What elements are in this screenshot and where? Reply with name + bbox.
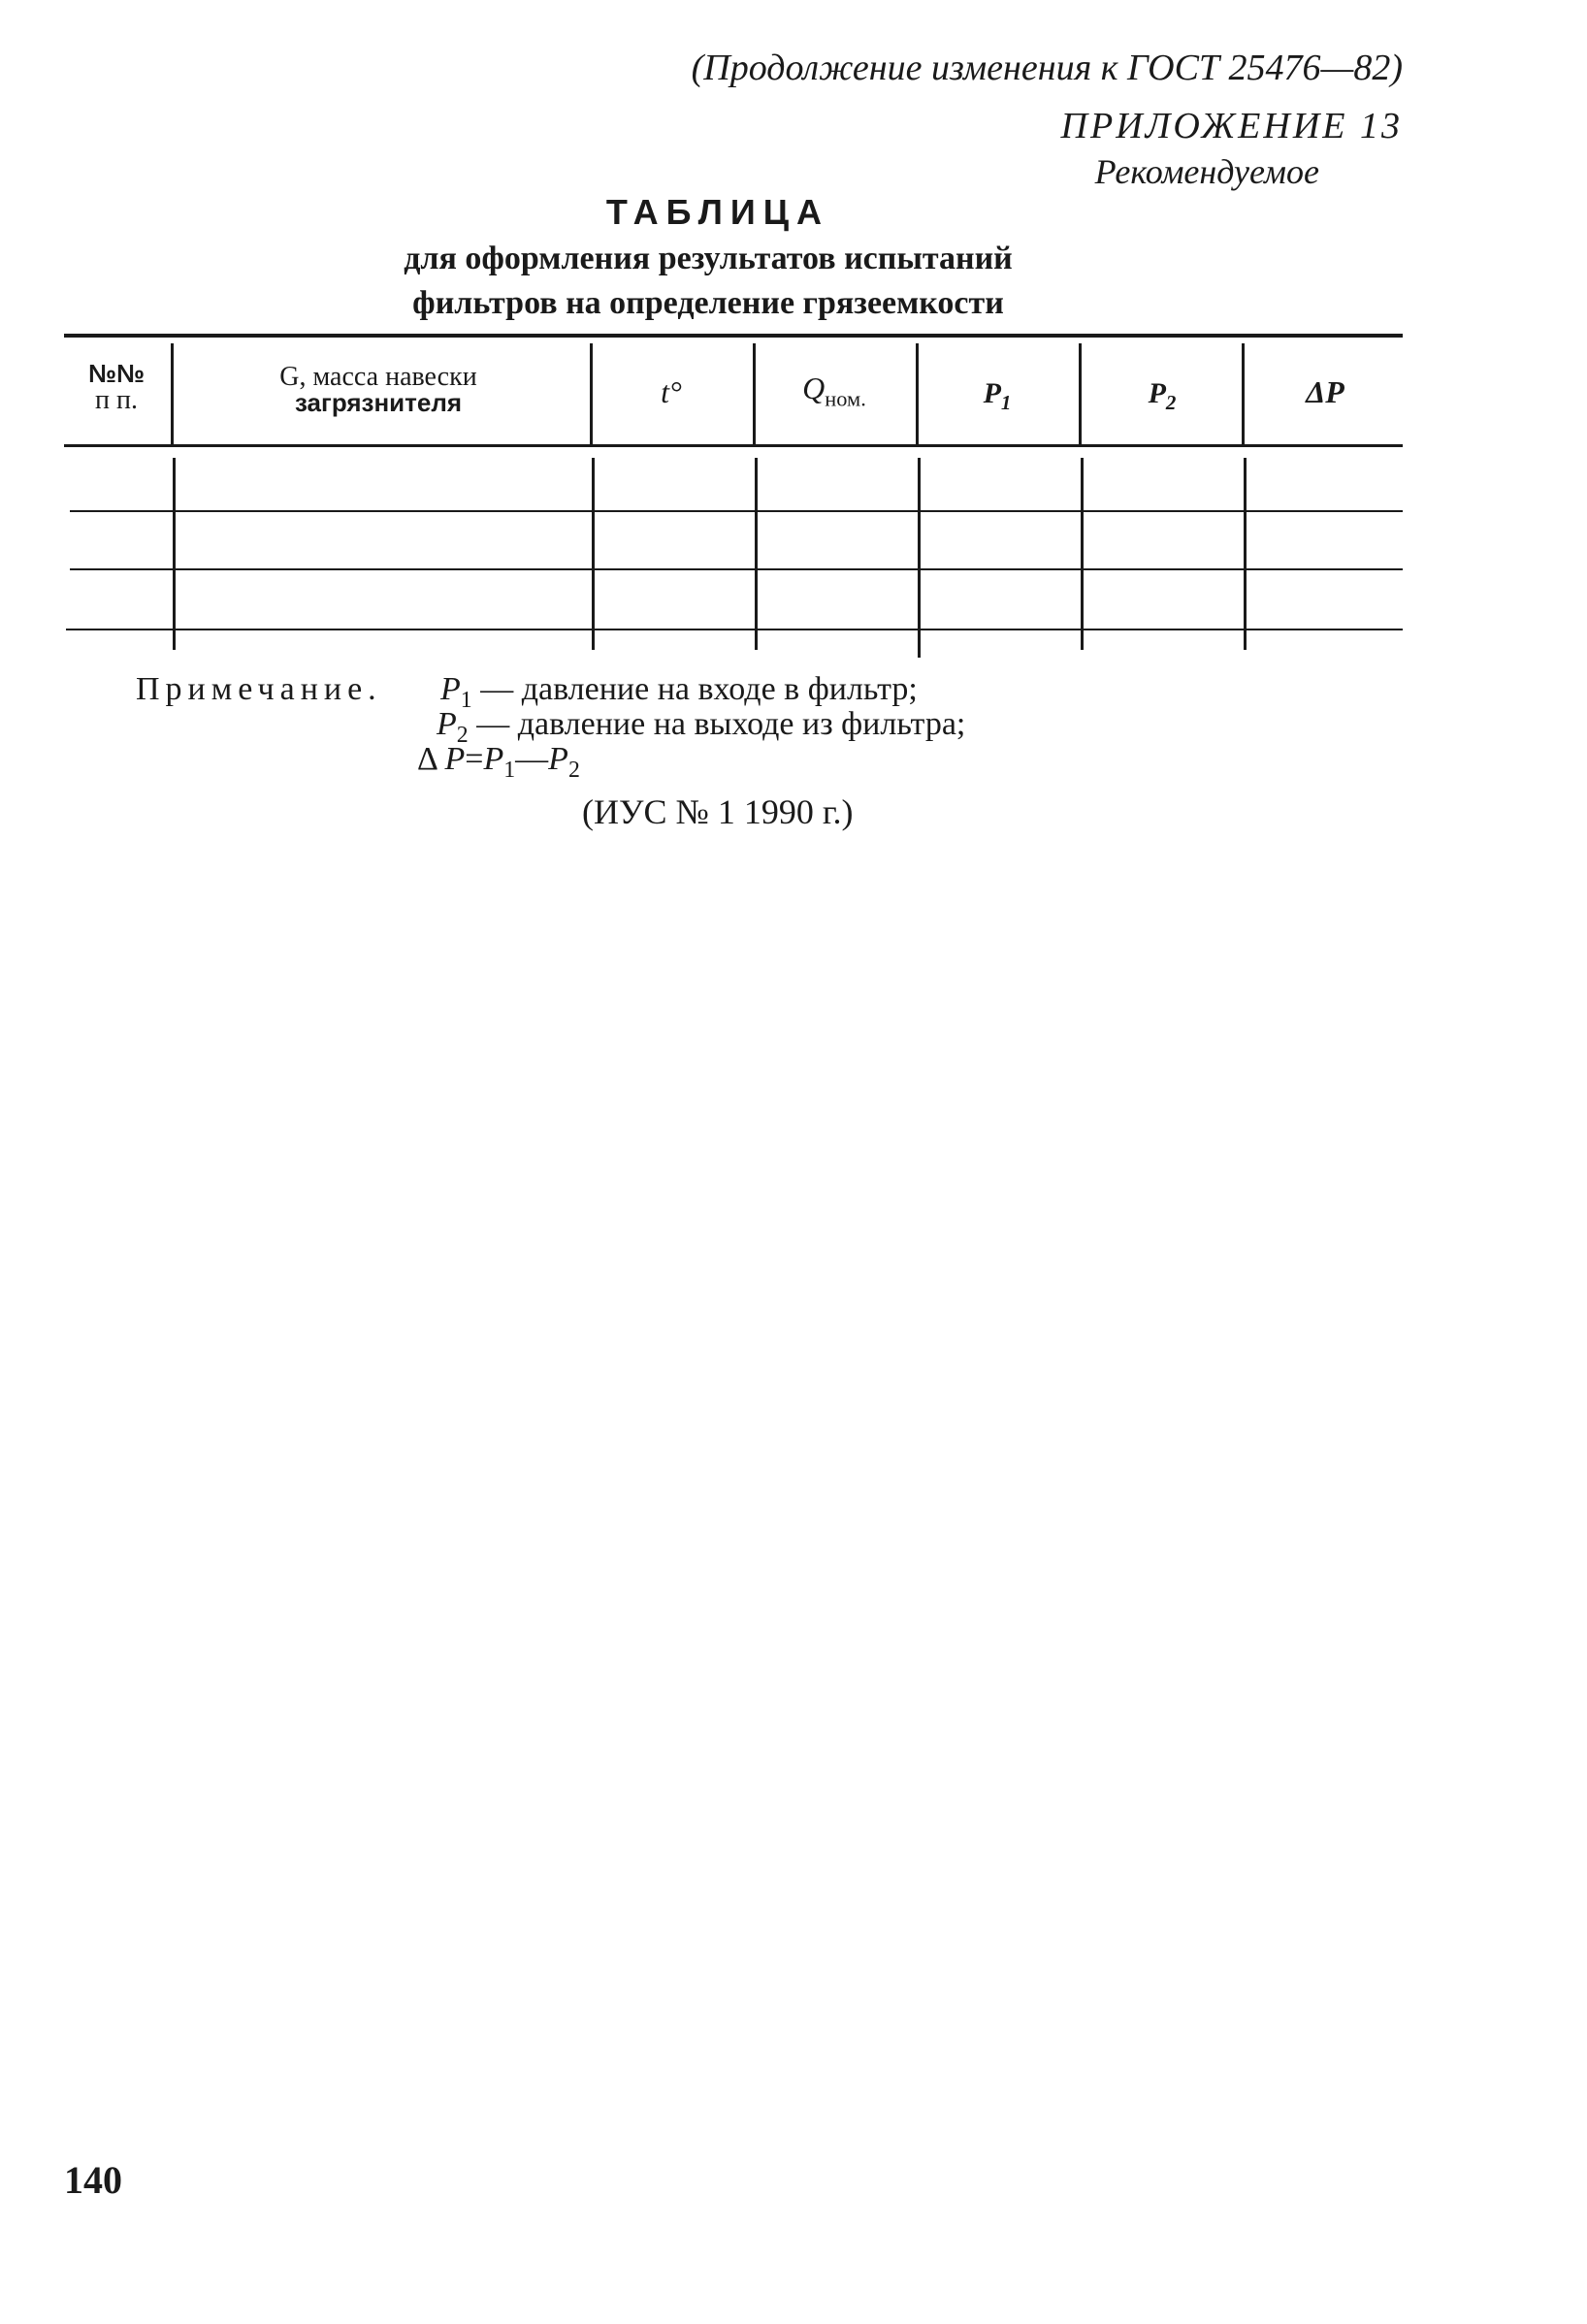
source-reference: (ИУС № 1 1990 г.) [582, 792, 854, 831]
column-header-number: №№ [88, 359, 145, 388]
continuation-note: (Продолжение изменения к ГОСТ 25476—82) [691, 48, 1403, 88]
table-subtitle-line2: фильтров на определение грязеемкости [412, 285, 1004, 321]
column-divider [171, 343, 174, 444]
column-divider [1244, 458, 1247, 650]
column-divider [755, 458, 758, 650]
column-divider [592, 458, 595, 650]
column-header-p2: $P_2$ [1148, 377, 1177, 414]
column-divider [173, 458, 176, 650]
table-header-rule [64, 444, 1403, 447]
column-header-delta-p: ΔP [1306, 374, 1344, 409]
column-divider [1081, 458, 1084, 650]
note-line-p2: $P_2$ — давление на выходе из фильтра; [437, 706, 966, 748]
page-number: 140 [64, 2158, 122, 2202]
table-title: ТАБЛИЦА [605, 192, 830, 232]
column-header-mass: G, масса навески [279, 362, 477, 392]
column-divider [590, 343, 593, 444]
column-header-flow: $Q_{ном.}$ [802, 371, 866, 411]
column-header-p1: $P_1$ [983, 377, 1012, 414]
column-divider [916, 343, 919, 444]
table-subtitle-line1: для оформления результатов испытаний [404, 241, 1013, 276]
column-header-mass-sub: загрязнителя [294, 388, 463, 417]
column-divider [1242, 343, 1245, 444]
table-row [66, 629, 1403, 630]
appendix-title: ПРИЛОЖЕНИЕ 13 [1060, 106, 1403, 146]
note-line-p1: $P_1$ — давление на входе в фильтр; [440, 671, 918, 713]
table-row [70, 568, 1403, 570]
table-top-rule [64, 334, 1403, 338]
appendix-status: Рекомендуемое [1094, 152, 1319, 191]
column-header-number-sub: п п. [95, 385, 138, 415]
column-divider [753, 343, 756, 444]
column-divider [1079, 343, 1082, 444]
note-label: Примечание. [136, 671, 382, 707]
column-header-temperature: t° [661, 374, 682, 409]
table-row [70, 510, 1403, 512]
note-line-delta: Δ $P=P_1—P_2$ [417, 741, 580, 783]
